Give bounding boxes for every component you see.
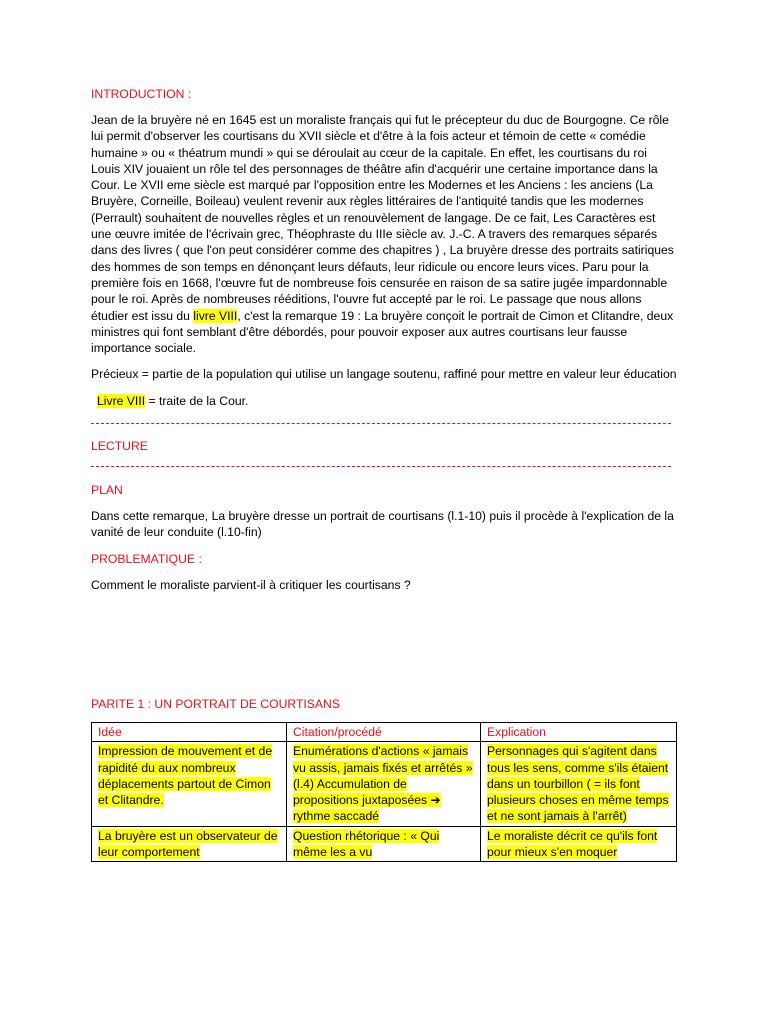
plan-heading: PLAN	[91, 483, 123, 498]
cell-idee	[92, 826, 287, 862]
livre-highlight: livre VIII	[193, 308, 238, 323]
cell-citation	[287, 742, 481, 826]
header-explication: Explication	[481, 722, 677, 741]
cell-text: Question rhétorique : « Qui même les a vu	[293, 828, 440, 860]
intro-paragraph	[91, 112, 677, 356]
cell-explication	[481, 826, 677, 862]
cell-text: Personnages qui s'agitent dans tous les sens, comme s'ils étaient dans un tourbillon ( = ils font plusieurs choses en même temps et ne sont jamais à l'arrêt)	[487, 744, 669, 824]
cell-text: La bruyère est un observateur de leur comportement	[98, 828, 278, 860]
intro-heading: INTRODUCTION :	[91, 87, 192, 101]
problematique-text: Comment le moraliste parvient-il à critiquer les courtisans ?	[91, 577, 411, 592]
cell-text: Le moraliste décrit ce qu'ils font pour mieux s'en moquer	[487, 828, 658, 860]
livre-note	[91, 393, 677, 409]
intro-text-part1: Jean de la bruyère né en 1645 est un moraliste français qui fut le précepteur du duc de Bourgogne. Ce rôle lui permit d'observer les courtisans du XVII siècle et d'être à la fois acteur et témoin de cette « comédie humaine » ou « théatrum mundi » qui se déroulait au cœur de la capitale. En effet, les courtisans du roi Louis XIV jouaient un rôle tel des personnages de théâtre afin d'acquérir une certaine importance dans la Cour. Le XVII eme siècle est marqué par l'opposition entre les Modernes et les Anciens : les anciens (La Bruyère, Corneille, Boileau) veulent revenir aux règles littéraires de l'antiquité tandis que les modernes (Perrault) souhaitent de nouvelles règles et un renouvèlement de langage. De ce fait, Les Caractères est une œuvre imitée de l'écrivain grec, Théophraste du IIIe siècle av. J.-C. A travers des remarques séparés dans des livres ( que l'on peut considérer comme des chapitres ) , La bruyère dresse des portraits satiriques des hommes de son temps en dénonçant leurs défauts, leur ridicule ou encore leurs vices. Paru pour la première fois en 1668, l'œuvre fut de nombreuse fois censurée en raison de sa satire jugée impardonnable pour le roi. Après de nombreuses rééditions, l'ouvre fut accepté par le roi. Le passage que nous allons étudier est issu du	[91, 113, 674, 323]
document-page	[91, 86, 677, 862]
lecture-heading: LECTURE	[91, 439, 148, 454]
cell-explication	[481, 742, 677, 826]
cell-text: Impression de mouvement et de rapidité du aux nombreux déplacements partout de Cimon et Clitandre.	[98, 744, 273, 808]
partie1-heading: PARITE 1 : UN PORTRAIT DE COURTISANS	[91, 696, 340, 711]
cell-text: Enumérations d'actions « jamais vu assis, jamais fixés et arrêtés » (l.4) Accumulation de propositions juxtaposées ➔ rythme saccadé	[293, 744, 473, 824]
header-idee: Idée	[92, 722, 287, 741]
table-row	[92, 742, 677, 826]
header-citation: Citation/procédé	[287, 722, 481, 741]
problematique-heading: PROBLEMATIQUE :	[91, 551, 202, 566]
livre-note-highlight: Livre VIII	[97, 393, 146, 408]
table-row	[92, 826, 677, 862]
cell-citation	[287, 826, 481, 862]
precieux-definition: Précieux = partie de la population qui utilise un langage soutenu, raffiné pour mettre en valeur leur éducation	[91, 367, 677, 382]
table-header-row	[92, 722, 677, 741]
cell-idee	[92, 742, 287, 826]
plan-text: Dans cette remarque, La bruyère dresse un portrait de courtisans (l.1-10) puis il procède à l'explication de la vanité de leur conduite (l.10-fin)	[91, 509, 674, 540]
livre-note-rest: = traite de la Cour.	[145, 393, 249, 408]
partie1-table	[91, 722, 677, 862]
intro-text-part2: , c'est la remarque 19 : La bruyère conçoit le portrait de Cimon et Clitandre, deux ministres qui font semblant d'être débordés, pour pouvoir exposer aux autres courtisans leur fausse importance sociale.	[91, 308, 674, 356]
